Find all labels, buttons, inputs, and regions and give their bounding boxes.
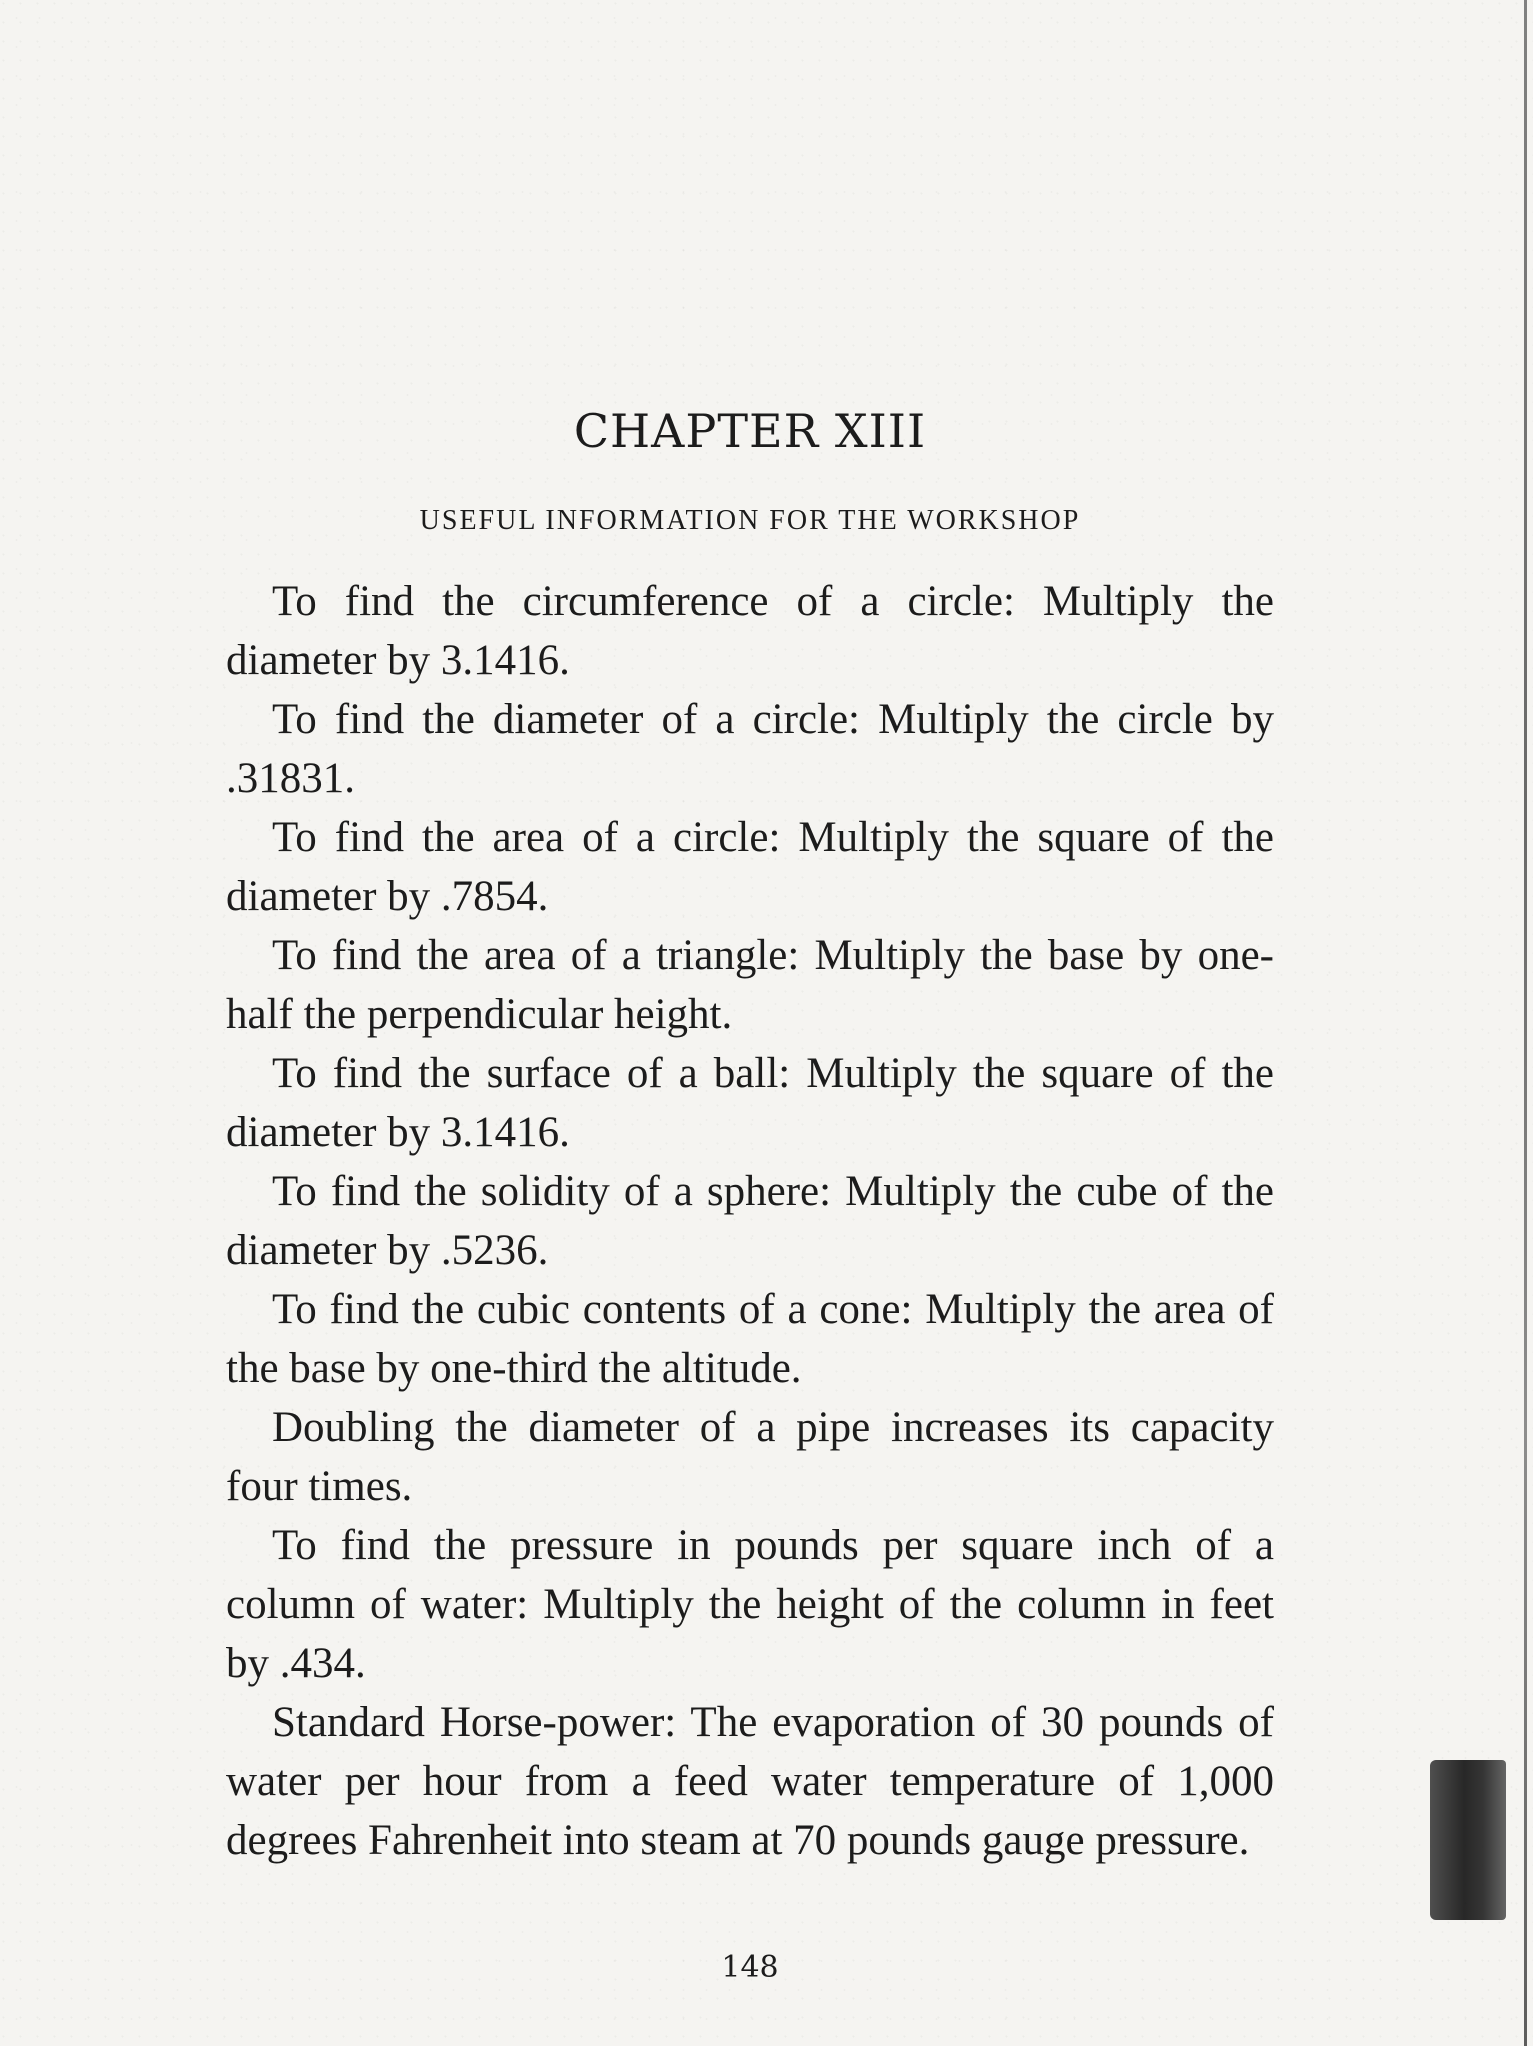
paragraph-diameter: To find the diameter of a circle: Multiply the circle by .31831.	[226, 696, 1274, 802]
paragraph-horse-power: Standard Horse-power: The evaporation of 30 pounds of water per hour from a feed water temperature of 1,000 degrees Fahrenheit into steam at 70 pounds gauge pressure.	[226, 1699, 1274, 1864]
paragraph-cone-volume: To find the cubic contents of a cone: Multiply the area of the base by one-third the altitude.	[226, 1286, 1274, 1392]
paragraph-water-pressure: To find the pressure in pounds per square inch of a column of water: Multiply the height of the column in feet by .434.	[226, 1522, 1274, 1687]
section-heading: USEFUL INFORMATION FOR THE WORKSHOP	[419, 505, 1081, 536]
paragraph-ball-surface: To find the surface of a ball: Multiply the square of the diameter by 3.1416.	[226, 1050, 1274, 1156]
paragraph-circle-area: To find the area of a circle: Multiply the square of the diameter by .7854.	[226, 814, 1274, 920]
chapter-title: CHAPTER XIII	[573, 404, 927, 458]
body-text	[226, 572, 1274, 1870]
page-edge-shadow-mark	[1430, 1760, 1506, 1920]
page-number: 148	[721, 1950, 779, 1985]
paragraph-circumference: To find the circumference of a circle: Multiply the diameter by 3.1416.	[226, 578, 1274, 684]
paragraph-pipe-capacity: Doubling the diameter of a pipe increases its capacity four times.	[226, 1404, 1274, 1510]
page-edge-line	[1524, 0, 1527, 2046]
paragraph-sphere-solidity: To find the solidity of a sphere: Multiply the cube of the diameter by .5236.	[226, 1168, 1274, 1274]
paragraph-triangle-area: To find the area of a triangle: Multiply the base by one-half the perpendicular height.	[226, 932, 1274, 1038]
